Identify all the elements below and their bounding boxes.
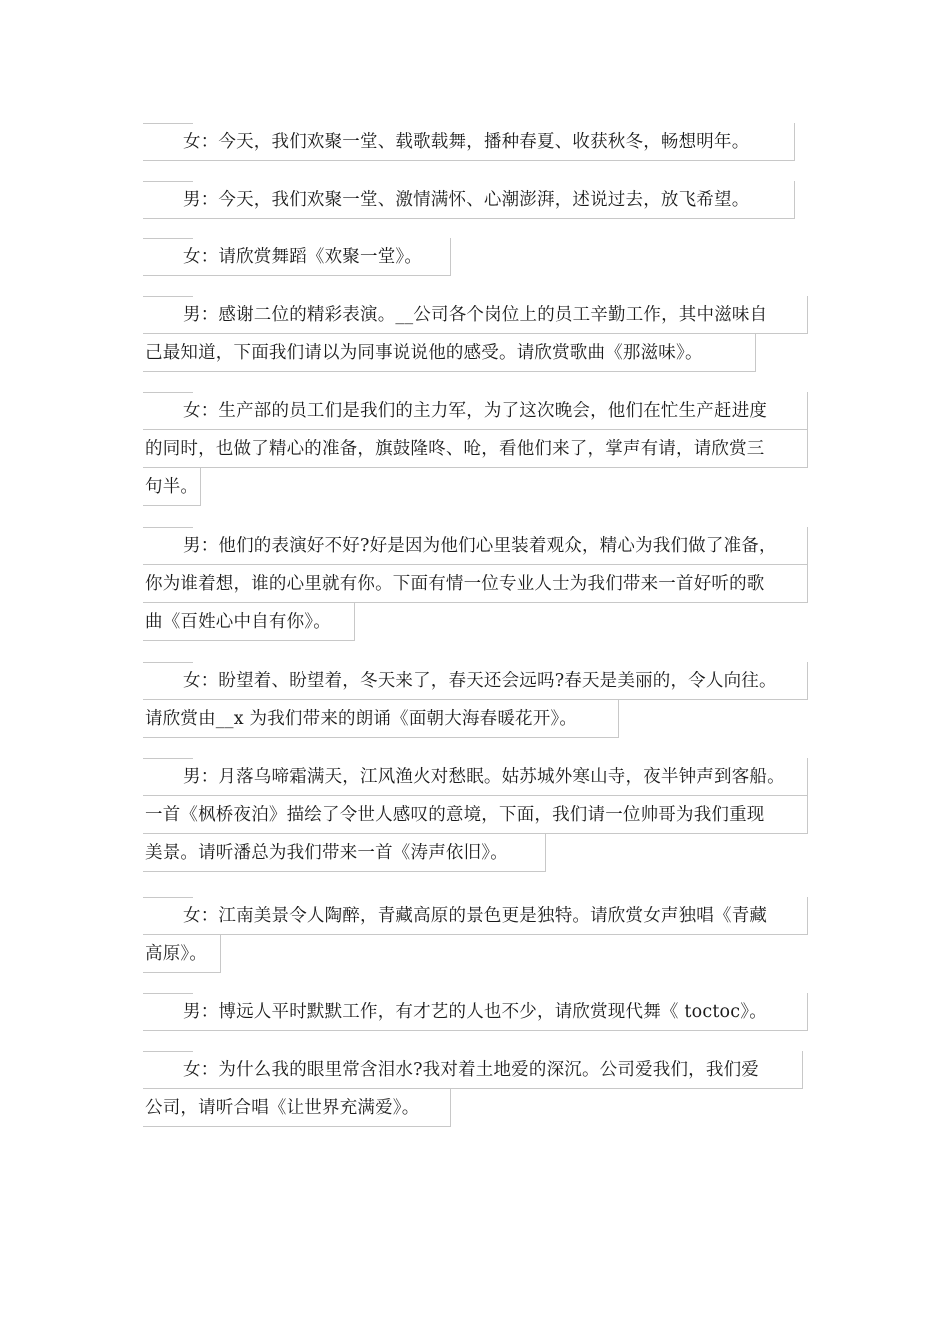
paragraph-line: 句半。 <box>145 477 199 497</box>
paragraph-line: 女：今天，我们欢聚一堂、载歌载舞，播种春夏、收获秋冬，畅想明年。 <box>183 132 750 152</box>
paragraph-line: 男：感谢二位的精彩表演。__公司各个岗位上的员工辛勤工作，其中滋味自 <box>183 305 768 325</box>
paragraph-4 <box>143 296 807 372</box>
paragraph-line: 男：月落乌啼霜满天，江风渔火对愁眠。姑苏城外寒山寺，夜半钟声到客船。 <box>183 767 785 787</box>
paragraph-7 <box>143 662 807 738</box>
paragraph-3 <box>143 238 807 276</box>
paragraph-line: 女：为什么我的眼里常含泪水?我对着土地爱的深沉。公司爱我们，我们爱 <box>183 1060 759 1080</box>
paragraph-line: 高原》。 <box>145 944 208 964</box>
paragraph-line: 公司，请听合唱《让世界充满爱》。 <box>145 1098 420 1118</box>
paragraph-8 <box>143 758 807 872</box>
paragraph-line: 请欣赏由__x 为我们带来的朗诵《面朝大海春暖花开》。 <box>145 709 578 729</box>
paragraph-11 <box>143 1051 807 1127</box>
paragraph-line: 女：请欣赏舞蹈《欢聚一堂》。 <box>183 247 423 267</box>
paragraph-5 <box>143 392 807 506</box>
paragraph-line: 你为谁着想，谁的心里就有你。下面有情一位专业人士为我们带来一首好听的歌 <box>145 574 765 594</box>
paragraph-line: 女：盼望着、盼望着，冬天来了，春天还会远吗?春天是美丽的，令人向往。 <box>183 671 777 691</box>
paragraph-line: 男：博远人平时默默工作，有才艺的人也不少，请欣赏现代舞《 toctoc》。 <box>183 1002 767 1022</box>
paragraph-line: 男：他们的表演好不好?好是因为他们心里装着观众，精心为我们做了准备， <box>183 536 777 556</box>
paragraph-line: 己最知道，下面我们请以为同事说说他的感受。请欣赏歌曲《那滋味》。 <box>145 343 703 363</box>
paragraph-line: 女：生产部的员工们是我们的主力军，为了这次晚会，他们在忙生产赶进度 <box>183 401 768 421</box>
paragraph-line: 女：江南美景令人陶醉，青藏高原的景色更是独特。请欣赏女声独唱《青藏 <box>183 906 768 926</box>
paragraph-line: 美景。请听潘总为我们带来一首《涛声依旧》。 <box>145 843 508 863</box>
paragraph-2 <box>143 181 807 219</box>
paragraph-10 <box>143 993 807 1031</box>
paragraph-6 <box>143 527 807 641</box>
paragraph-line: 的同时，也做了精心的准备，旗鼓隆咚、呛，看他们来了，掌声有请，请欣赏三 <box>145 439 765 459</box>
paragraph-1 <box>143 123 807 161</box>
paragraph-line: 曲《百姓心中自有你》。 <box>145 612 331 632</box>
paragraph-line: 男：今天，我们欢聚一堂、激情满怀、心潮澎湃，述说过去，放飞希望。 <box>183 190 750 210</box>
paragraph-9 <box>143 897 807 973</box>
paragraph-line: 一首《枫桥夜泊》描绘了令世人感叹的意境，下面，我们请一位帅哥为我们重现 <box>145 805 765 825</box>
